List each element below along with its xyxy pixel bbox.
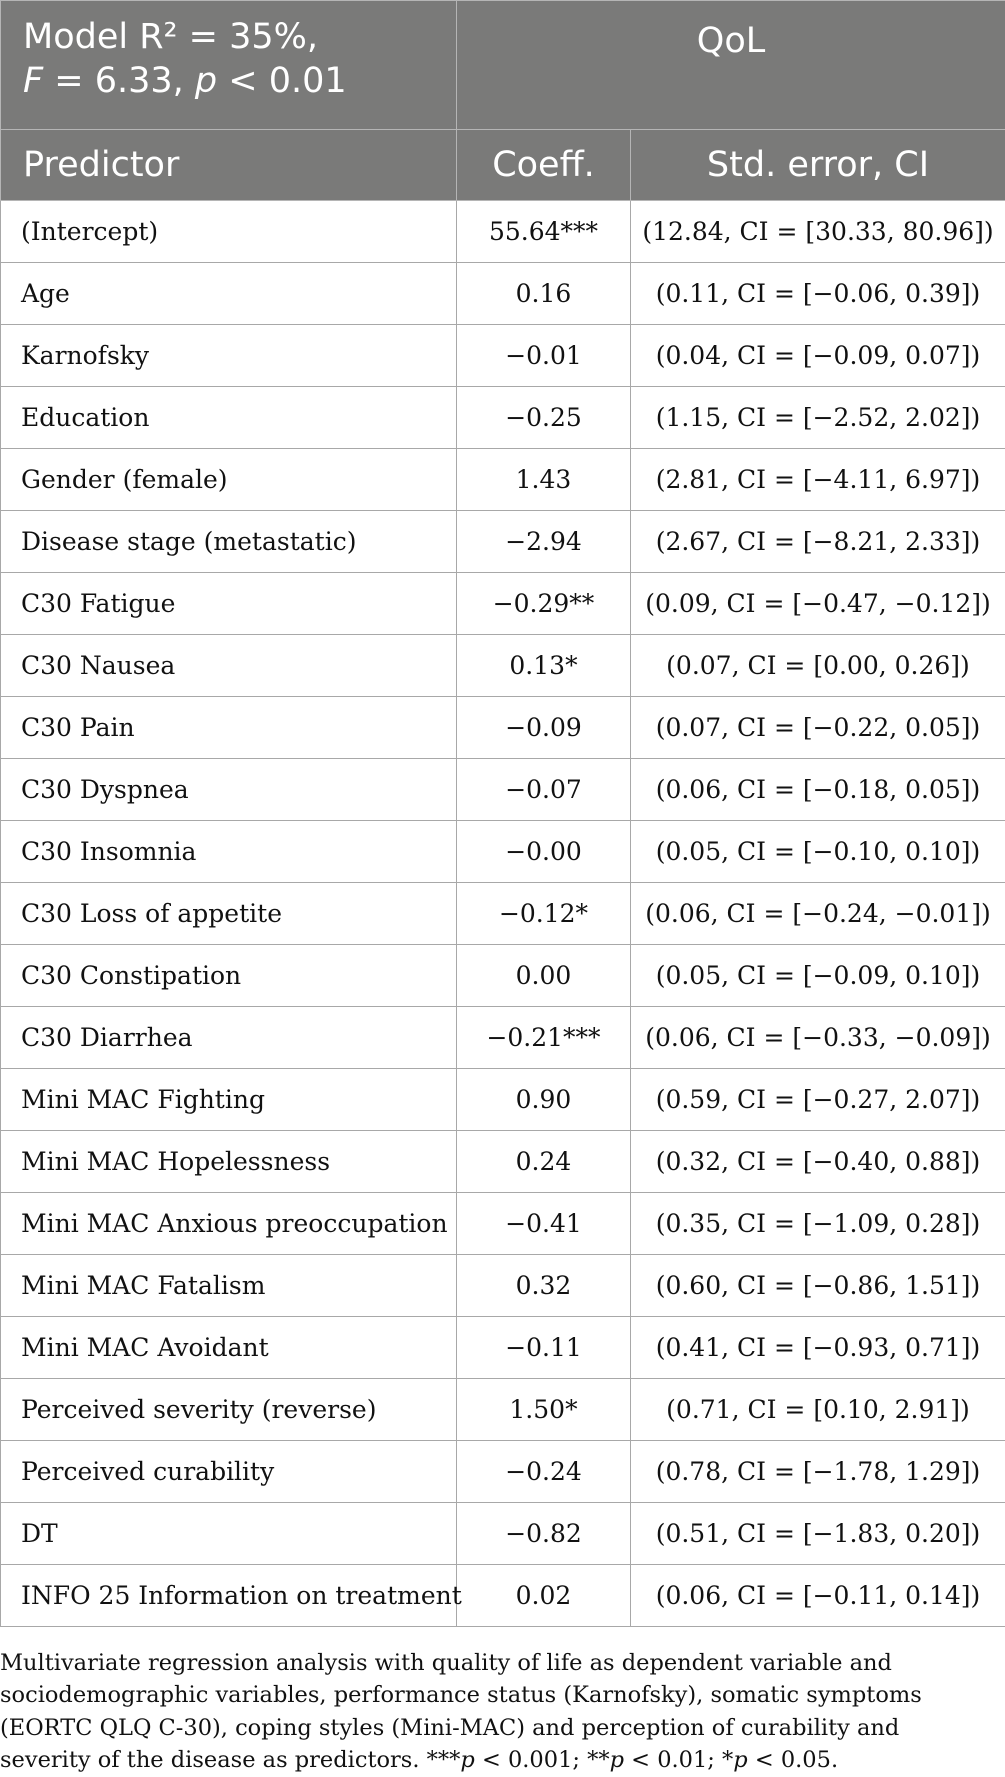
header-row-model	[1, 1, 1005, 130]
predictor-cell: Mini MAC Anxious preoccupation	[1, 1193, 457, 1255]
coeff-cell: 0.90	[457, 1069, 631, 1131]
footnote-text: Multivariate regression analysis with quality of life as dependent variable and sociodemographic variables, performance status (Karnofsky), somatic symptoms (EORTC QLQ C-30), coping styles (Mini-MAC) and perception of curability and severity of the disease as predictors.	[0, 1649, 922, 1773]
table-row	[1, 1503, 1005, 1565]
model-f-value: = 6.33,	[43, 61, 195, 101]
table-row	[1, 821, 1005, 883]
table-row	[1, 1007, 1005, 1069]
table-row	[1, 759, 1005, 821]
table-row	[1, 697, 1005, 759]
coeff-cell: 1.43	[457, 449, 631, 511]
coeff-cell: −0.82	[457, 1503, 631, 1565]
se-cell: (12.84, CI = [30.33, 80.96])	[631, 201, 1005, 263]
footnote-sig3-rest: < 0.05.	[747, 1747, 839, 1773]
se-cell: (0.06, CI = [−0.24, −0.01])	[631, 883, 1005, 945]
se-cell: (0.07, CI = [0.00, 0.26])	[631, 635, 1005, 697]
coeff-cell: −0.07	[457, 759, 631, 821]
table-row	[1, 1193, 1005, 1255]
coeff-cell: −0.11	[457, 1317, 631, 1379]
predictor-cell: (Intercept)	[1, 201, 457, 263]
se-cell: (0.07, CI = [−0.22, 0.05])	[631, 697, 1005, 759]
predictor-cell: C30 Loss of appetite	[1, 883, 457, 945]
se-cell: (1.15, CI = [−2.52, 2.02])	[631, 387, 1005, 449]
model-f-symbol: F	[23, 61, 44, 101]
predictor-cell: C30 Dyspnea	[1, 759, 457, 821]
predictor-cell: C30 Pain	[1, 697, 457, 759]
se-cell: (0.59, CI = [−0.27, 2.07])	[631, 1069, 1005, 1131]
table-row	[1, 263, 1005, 325]
table-row	[1, 635, 1005, 697]
se-cell: (0.41, CI = [−0.93, 0.71])	[631, 1317, 1005, 1379]
se-cell: (2.81, CI = [−4.11, 6.97])	[631, 449, 1005, 511]
model-line1: Model R² = 35%,	[23, 17, 319, 57]
coeff-cell: 0.16	[457, 263, 631, 325]
coeff-cell: −0.29**	[457, 573, 631, 635]
se-cell: (2.67, CI = [−8.21, 2.33])	[631, 511, 1005, 573]
header-row-columns	[1, 130, 1005, 201]
table-row	[1, 883, 1005, 945]
coeff-cell: −0.01	[457, 325, 631, 387]
predictor-cell: C30 Fatigue	[1, 573, 457, 635]
se-cell: (0.05, CI = [−0.10, 0.10])	[631, 821, 1005, 883]
coeff-cell: 0.00	[457, 945, 631, 1007]
coeff-cell: −0.12*	[457, 883, 631, 945]
table-row	[1, 573, 1005, 635]
footnote-sig3-p: p	[733, 1747, 748, 1773]
coeff-cell: −0.24	[457, 1441, 631, 1503]
table-row	[1, 1317, 1005, 1379]
se-cell: (0.06, CI = [−0.18, 0.05])	[631, 759, 1005, 821]
table-row	[1, 1441, 1005, 1503]
predictor-cell: C30 Diarrhea	[1, 1007, 457, 1069]
table-row	[1, 1565, 1005, 1627]
predictor-cell: Mini MAC Hopelessness	[1, 1131, 457, 1193]
table-body	[1, 201, 1005, 1627]
footnote-sig1-rest: < 0.001;	[474, 1747, 588, 1773]
model-p-value: < 0.01	[217, 61, 347, 101]
col-header-se: Std. error, CI	[631, 130, 1005, 201]
coeff-cell: 0.32	[457, 1255, 631, 1317]
se-cell: (0.32, CI = [−0.40, 0.88])	[631, 1131, 1005, 1193]
table-footnote	[0, 1647, 990, 1777]
footnote-sig3-stars: *	[722, 1747, 734, 1773]
predictor-cell: Mini MAC Avoidant	[1, 1317, 457, 1379]
table-row	[1, 201, 1005, 263]
se-cell: (0.35, CI = [−1.09, 0.28])	[631, 1193, 1005, 1255]
coeff-cell: −0.25	[457, 387, 631, 449]
table-row	[1, 945, 1005, 1007]
model-p-symbol: p	[194, 61, 218, 101]
predictor-cell: C30 Insomnia	[1, 821, 457, 883]
footnote-sig2-p: p	[609, 1747, 625, 1773]
predictor-cell: Perceived severity (reverse)	[1, 1379, 457, 1441]
coeff-cell: 55.64***	[457, 201, 631, 263]
model-fit-cell	[1, 1, 457, 130]
se-cell: (0.60, CI = [−0.86, 1.51])	[631, 1255, 1005, 1317]
se-cell: (0.78, CI = [−1.78, 1.29])	[631, 1441, 1005, 1503]
table-row	[1, 387, 1005, 449]
footnote-sig2-stars: **	[587, 1747, 610, 1773]
coeff-cell: 0.02	[457, 1565, 631, 1627]
predictor-cell: Mini MAC Fighting	[1, 1069, 457, 1131]
predictor-cell: Mini MAC Fatalism	[1, 1255, 457, 1317]
coeff-cell: −0.41	[457, 1193, 631, 1255]
table-row	[1, 1069, 1005, 1131]
predictor-cell: Perceived curability	[1, 1441, 457, 1503]
se-cell: (0.06, CI = [−0.11, 0.14])	[631, 1565, 1005, 1627]
predictor-cell: Karnofsky	[1, 325, 457, 387]
table-row	[1, 1379, 1005, 1441]
se-cell: (0.51, CI = [−1.83, 0.20])	[631, 1503, 1005, 1565]
coeff-cell: −2.94	[457, 511, 631, 573]
se-cell: (0.06, CI = [−0.33, −0.09])	[631, 1007, 1005, 1069]
predictor-cell: Gender (female)	[1, 449, 457, 511]
coeff-cell: −0.21***	[457, 1007, 631, 1069]
coeff-cell: 1.50*	[457, 1379, 631, 1441]
predictor-cell: Age	[1, 263, 457, 325]
col-header-predictor: Predictor	[1, 130, 457, 201]
se-cell: (0.04, CI = [−0.09, 0.07])	[631, 325, 1005, 387]
se-cell: (0.05, CI = [−0.09, 0.10])	[631, 945, 1005, 1007]
coeff-cell: −0.00	[457, 821, 631, 883]
se-cell: (0.11, CI = [−0.06, 0.39])	[631, 263, 1005, 325]
dependent-variable-cell: QoL	[457, 1, 1005, 130]
coeff-cell: −0.09	[457, 697, 631, 759]
footnote-sig1-p: p	[460, 1747, 475, 1773]
predictor-cell: Disease stage (metastatic)	[1, 511, 457, 573]
footnote-sig2-rest: < 0.01;	[624, 1747, 723, 1773]
table-row	[1, 1255, 1005, 1317]
footnote-sig1-stars: ***	[426, 1747, 461, 1773]
predictor-cell: C30 Nausea	[1, 635, 457, 697]
table-row	[1, 325, 1005, 387]
table-row	[1, 511, 1005, 573]
se-cell: (0.09, CI = [−0.47, −0.12])	[631, 573, 1005, 635]
coeff-cell: 0.13*	[457, 635, 631, 697]
col-header-coeff: Coeff.	[457, 130, 631, 201]
predictor-cell: Education	[1, 387, 457, 449]
se-cell: (0.71, CI = [0.10, 2.91])	[631, 1379, 1005, 1441]
coeff-cell: 0.24	[457, 1131, 631, 1193]
table-row	[1, 449, 1005, 511]
predictor-cell: C30 Constipation	[1, 945, 457, 1007]
predictor-cell: INFO 25 Information on treatment	[1, 1565, 457, 1627]
predictor-cell: DT	[1, 1503, 457, 1565]
table-row	[1, 1131, 1005, 1193]
